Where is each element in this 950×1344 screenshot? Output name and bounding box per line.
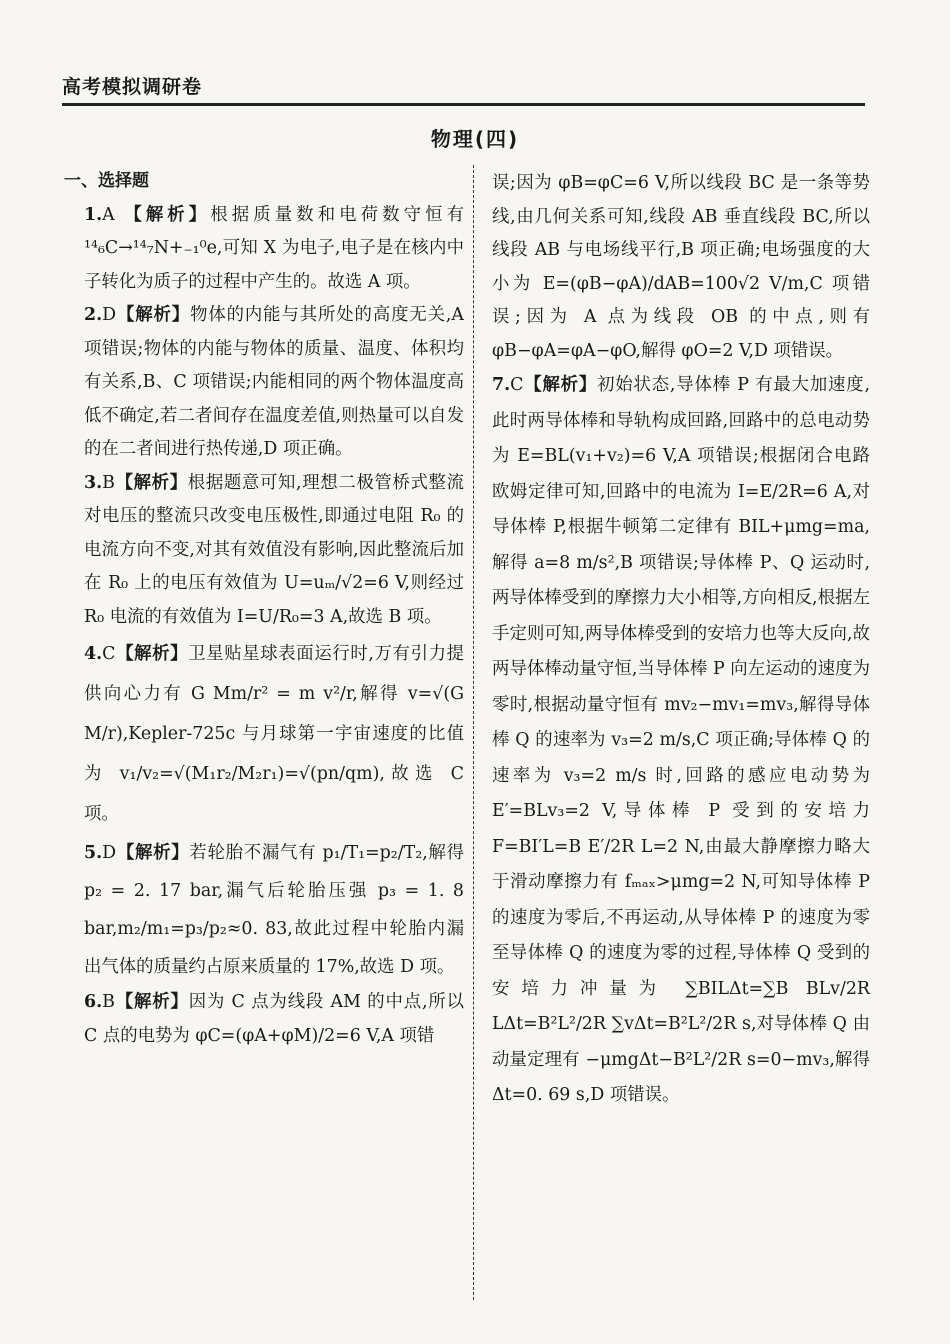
question-item-6: [84, 986, 464, 1053]
question-item-4: [84, 634, 464, 834]
explanation-text: 根据质量数和电荷数守恒有 ¹⁴₆C→¹⁴₇N+₋₁⁰e,可知 X 为电子,电子是在核内中子转化为质子的过程中产生的。故选 A 项。: [84, 204, 464, 292]
explanation-text: 卫星贴星球表面运行时,万有引力提供向心力有 G Mm/r² = m v²/r,解得 v=√(G M/r),Kepler-725c 与月球第一宇宙速度的比值为 v₁/v₂=√(M₁r₂/M₂r₁)=√(pn/qm),故选 C 项。: [84, 644, 464, 824]
question-number: 6.: [84, 992, 103, 1012]
analysis-tag: 【解析】: [116, 305, 191, 325]
explanation-text: 误;因为 φB=φC=6 V,所以线段 BC 是一条等势线,由几何关系可知,线段 AB 垂直线段 BC,所以线段 AB 与电场线平行,B 项正确;电场强度的大小为 E=(φB−φA)/dAB=100√2 V/m,C 项错误;因为 A 点为线段 OB 的中点,则有 φB−φA=φA−φO,解得 φO=2 V,D 项错误。: [492, 173, 870, 361]
section-heading: 一、选择题: [64, 171, 149, 191]
answer-letter: C: [102, 644, 116, 664]
question-number: 1.: [84, 204, 103, 225]
page-title: 物理(四): [430, 127, 520, 151]
question-item-1: [84, 199, 464, 300]
answer-letter: D: [102, 843, 117, 863]
question-number: 2.: [84, 305, 103, 325]
answer-letter: B: [102, 472, 115, 493]
answer-letter: C: [510, 375, 524, 395]
analysis-tag: 【解析】: [114, 472, 188, 493]
question-number: 5.: [84, 843, 103, 863]
question-item-5: [84, 834, 464, 986]
answer-letter: B: [102, 992, 115, 1012]
question-item-3: [84, 467, 464, 635]
explanation-text: 若轮胎不漏气有 p₁/T₁=p₂/T₂,解得 p₂ = 2. 17 bar,漏气后轮胎压强 p₃ = 1. 8 bar,m₂/m₁=p₃/p₂≈0. 83,故此过程中轮胎内漏出气体的质量约占原来质量的 17%,故选 D 项。: [84, 843, 464, 977]
analysis-tag: 【解析】: [523, 375, 598, 395]
answer-letter: D: [102, 305, 117, 325]
explanation-text: 根据题意可知,理想二极管桥式整流对电压的整流只改变电压极性,即通过电阻 R₀ 的电流方向不变,对其有效值没有影响,因此整流后加在 R₀ 上的电压有效值为 U=uₘ/√2=6 V,则经过 R₀ 电流的有效值为 I=U/R₀=3 A,故选 B 项。: [84, 472, 464, 627]
column-divider: [473, 165, 474, 1300]
left-column: [64, 165, 464, 1053]
question-number: 7.: [492, 375, 511, 395]
question-item-7: [492, 368, 870, 1114]
analysis-tag: 【解析】: [115, 644, 189, 664]
explanation-text: 物体的内能与其所处的高度无关,A 项错误;物体的内能与物体的质量、温度、体积均有关系,B、C 项错误;内能相同的两个物体温度高低不确定,若二者间存在温度差值,则热量可以自发的在二者间进行热传递,D 项正确。: [84, 305, 464, 459]
answer-letter: A: [102, 204, 115, 225]
analysis-tag: 【解析】: [114, 992, 189, 1012]
question-number: 3.: [84, 472, 103, 493]
question-number: 4.: [84, 644, 103, 664]
explanation-text: 初始状态,导体棒 P 有最大加速度,此时两导体棒和导轨构成回路,回路中的总电动势为 E=BL(v₁+v₂)=6 V,A 项错误;根据闭合电路欧姆定律可知,回路中的电流为 I=E/2R=6 A,对导体棒 P,根据牛顿第二定律有 BIL+μmg=ma,解得 a=8 m/s²,B 项错误;导体棒 P、Q 运动时,两导体棒受到的摩擦力大小相等,方向相反,根据左手定则可知,两导体棒受到的安培力也等大反向,故两导体棒动量守恒,当导体棒 P 向左运动的速度为零时,根据动量守恒有 mv₂−mv₁=mv₃,解得导体棒 Q 的速率为 v₃=2 m/s,C 项正确;导体棒 Q 的速率为 v₃=2 m/s 时,回路的感应电动势为 E′=BLv₃=2 V,导体棒 P 受到的安培力 F=BI′L=B E′/2R L=2 N,由最大静摩擦力略大于滑动摩擦力有 fₘₐₓ>μmg=2 N,可知导体棒 P 的速度为零后,不再运动,从导体棒 P 的速度为零至导体棒 Q 的速度为零的过程,导体棒 Q 受到的安培力冲量为 ∑BILΔt=∑B BLv/2R LΔt=B²L²/2R ∑vΔt=B²L²/2R s,对导体棒 Q 由动量定理有 −μmgΔt−B²L²/2R s=0−mv₃,解得 Δt=0. 69 s,D 项错误。: [492, 375, 870, 1105]
right-column: [492, 167, 870, 1114]
question-6-continued: [492, 167, 870, 368]
page-header: [62, 72, 865, 106]
header-title: 高考模拟调研卷: [62, 76, 203, 98]
explanation-text: 因为 C 点为线段 AM 的中点,所以 C 点的电势为 φC=(φA+φM)/2=6 V,A 项错: [84, 992, 464, 1046]
question-item-2: [84, 299, 464, 467]
analysis-tag: 【解析】: [116, 843, 190, 863]
analysis-tag: 【解析】: [124, 204, 211, 225]
